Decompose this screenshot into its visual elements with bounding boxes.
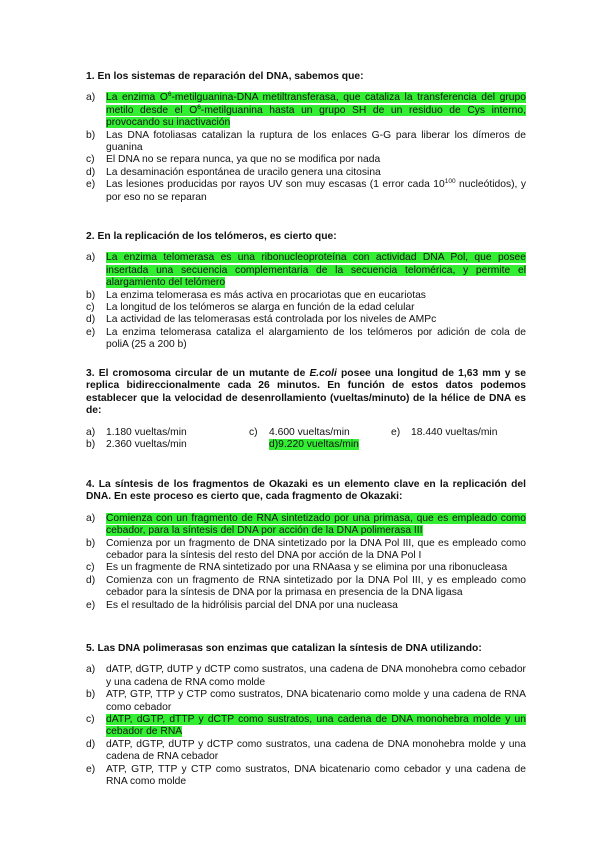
- option-letter: c): [86, 562, 95, 574]
- option-letter: a): [86, 92, 96, 104]
- option-text: ATP, GTP, TTP y CTP como sustratos, DNA bicatenario como cebador y una cadena de RNA como molde: [106, 763, 526, 788]
- option-b: [86, 538, 526, 563]
- question-1-title: 1. En los sistemas de reparación del DNA, sabemos que:: [86, 71, 364, 82]
- question-4: [86, 479, 526, 612]
- question-5: [86, 643, 526, 788]
- question-2-title: 2. En la replicación de los telómeros, es cierto que:: [86, 231, 337, 242]
- option-text: La desaminación espontánea de uracilo genera una citosina: [106, 166, 381, 178]
- option-letter: d): [86, 166, 96, 178]
- option-d: [86, 314, 526, 326]
- option-letter: d): [86, 314, 96, 326]
- option-e: [86, 600, 526, 612]
- option-text: 1.180 vueltas/min: [106, 426, 187, 438]
- option-a: [86, 513, 526, 538]
- option-letter: e): [86, 179, 96, 191]
- option-letter: d): [269, 439, 279, 451]
- option-letter: b): [86, 537, 96, 549]
- superscript: 6: [197, 103, 201, 111]
- option-a: [86, 252, 526, 289]
- option-c: [249, 427, 391, 439]
- option-letter: b): [86, 689, 96, 701]
- title-text: 3. El cromosoma circular de un mutante de: [86, 368, 310, 379]
- highlighted-answer: La enzima telomerasa es una ribonucleoproteína con actividad DNA Pol, que posee insertada una secuencia complementaria de la secuencia telomérica, y permite el alargamiento del telómero: [106, 252, 526, 289]
- option-letter: a): [86, 664, 96, 676]
- option-text: 18.440 vueltas/min: [411, 426, 498, 438]
- question-2: [86, 231, 526, 352]
- highlighted-answer: dATP, dGTP, dTTP y dCTP como sustratos, una cadena de DNA monohebra molde y un cebador de RNA: [106, 714, 526, 738]
- option-text: 2.360 vueltas/min: [106, 439, 187, 451]
- option-c: [86, 562, 526, 574]
- option-letter: d): [86, 738, 96, 750]
- option-d: [86, 575, 526, 600]
- option-d: [86, 167, 526, 179]
- option-b: [86, 130, 526, 155]
- question-1: [86, 71, 526, 204]
- option-text: ATP, GTP, TTP y CTP como sustratos, DNA bicatenario como molde y una cadena de RNA como cebador: [106, 689, 526, 713]
- question-4-title: 4. La síntesis de los fragmentos de Okazaki es un elemento clave en la replicación del DNA. En este proceso es cierto que, cada fragmento de Okazaki:: [86, 479, 526, 503]
- option-letter: a): [86, 512, 96, 524]
- option-text: Comienza por un fragmento de DNA sintetizado por la DNA Pol III, que es empleado como cebador para la síntesis del resto del DNA por acción de la DNA Pol I: [106, 537, 526, 562]
- option-text: dATP, dGTP, dUTP y dCTP como sustratos, una cadena de DNA monohebra molde y una cadena de RNA cebador: [106, 738, 526, 763]
- option-c: [86, 302, 526, 314]
- option-text: Es el resultado de la hidrólisis parcial del DNA por una nucleasa: [106, 599, 398, 611]
- option-letter: e): [391, 426, 401, 438]
- option-text: -metilguanina-DNA metiltransferasa, que cataliza la transferencia del grupo metilo desde el O: [106, 92, 526, 116]
- option-b: [86, 290, 526, 302]
- highlighted-answer: [106, 92, 526, 128]
- question-2-options: [86, 252, 526, 351]
- highlighted-answer: [269, 439, 359, 450]
- question-3: [86, 368, 526, 451]
- option-text: Las DNA fotoliasas catalizan la ruptura de los enlaces G-G para liberar los dímeros de guanina: [106, 129, 526, 154]
- option-text: nucleótidos), y por eso no se reparan: [106, 179, 526, 203]
- option-text: Es un fragmente de RNA sintetizado por una RNAasa y se elimina por una ribonucleasa: [106, 562, 508, 574]
- title-text: posee una longitud de 1,63 mm y se replica bidireccionalmente cada 26 minutos. En función de estos datos podemos establecer que la velocidad de desenrollamiento (vueltas/minuto) de la hélice de DNA es de:: [86, 368, 526, 417]
- option-a: [86, 427, 249, 439]
- option-b: [86, 689, 526, 714]
- option-text: -metilguanina hasta un grupo SH de un residuo de Cys interno, provocando su inactivación: [106, 104, 526, 129]
- option-letter: e): [86, 599, 96, 611]
- option-text: Comienza con un fragmento de RNA sintetizado por la DNA Pol III, y es empleado como cebador para la síntesis de DNA por la primasa en presencia de la DNA ligasa: [106, 574, 526, 599]
- question-5-title: 5. Las DNA polimerasas son enzimas que catalizan la síntesis de DNA utilizando:: [86, 643, 482, 654]
- option-letter: c): [86, 154, 95, 166]
- superscript: 6: [167, 91, 172, 99]
- option-c: [86, 154, 526, 166]
- option-letter: c): [86, 714, 95, 726]
- option-a: [86, 92, 526, 129]
- option-text: La longitud de los telómeros se alarga en función de la edad celular: [106, 302, 415, 314]
- option-letter: d): [86, 574, 96, 586]
- option-d: [86, 739, 526, 764]
- option-letter: a): [86, 252, 96, 264]
- option-letter: b): [86, 289, 96, 301]
- species-name: E.coli: [309, 368, 337, 379]
- option-text: Las lesiones producidas por rayos UV son muy escasas (1 error cada 10: [106, 179, 445, 191]
- option-text: El DNA no se repara nunca, ya que no se modifica por nada: [106, 154, 381, 166]
- superscript: 100: [444, 178, 456, 186]
- option-text: 4.600 vueltas/min: [269, 426, 350, 438]
- option-e: [86, 327, 526, 352]
- option-b: [86, 439, 249, 451]
- option-text: 9.220 vueltas/min: [278, 439, 359, 451]
- option-text: dATP, dGTP, dUTP y dCTP como sustratos, una cadena de DNA monohebra como cebador y una cadena de RNA como molde: [106, 664, 526, 688]
- highlighted-answer: Comienza con un fragmento de RNA sintetizado por una primasa, que es empleado como cebador, para la síntesis del DNA por acción de la DNA polimerasa III: [106, 512, 526, 537]
- option-e: [86, 179, 526, 204]
- question-5-options: [86, 664, 526, 788]
- option-e: [391, 427, 526, 439]
- option-letter: c): [249, 426, 258, 438]
- option-d: [249, 439, 391, 451]
- question-4-options: [86, 513, 526, 612]
- option-letter: c): [86, 302, 95, 314]
- question-1-options: [86, 92, 526, 204]
- option-text: La enzima telomerasa es más activa en procariotas que en eucariotas: [106, 289, 426, 301]
- option-a: [86, 664, 526, 689]
- option-letter: b): [86, 129, 96, 141]
- option-letter: a): [86, 426, 96, 438]
- option-e: [86, 764, 526, 789]
- option-letter: e): [86, 326, 96, 338]
- option-text: La enzima O: [106, 92, 168, 104]
- option-text: La enzima telomerasa cataliza el alargamiento de los telómeros por adición de cola de poliA (25 a 200 b): [106, 326, 526, 351]
- option-c: [86, 714, 526, 739]
- question-3-options: [86, 427, 526, 452]
- option-letter: b): [86, 439, 96, 451]
- option-text: La actividad de las telomerasas está controlada por los niveles de AMPc: [106, 314, 437, 326]
- option-letter: e): [86, 763, 96, 775]
- question-3-title: [86, 368, 526, 418]
